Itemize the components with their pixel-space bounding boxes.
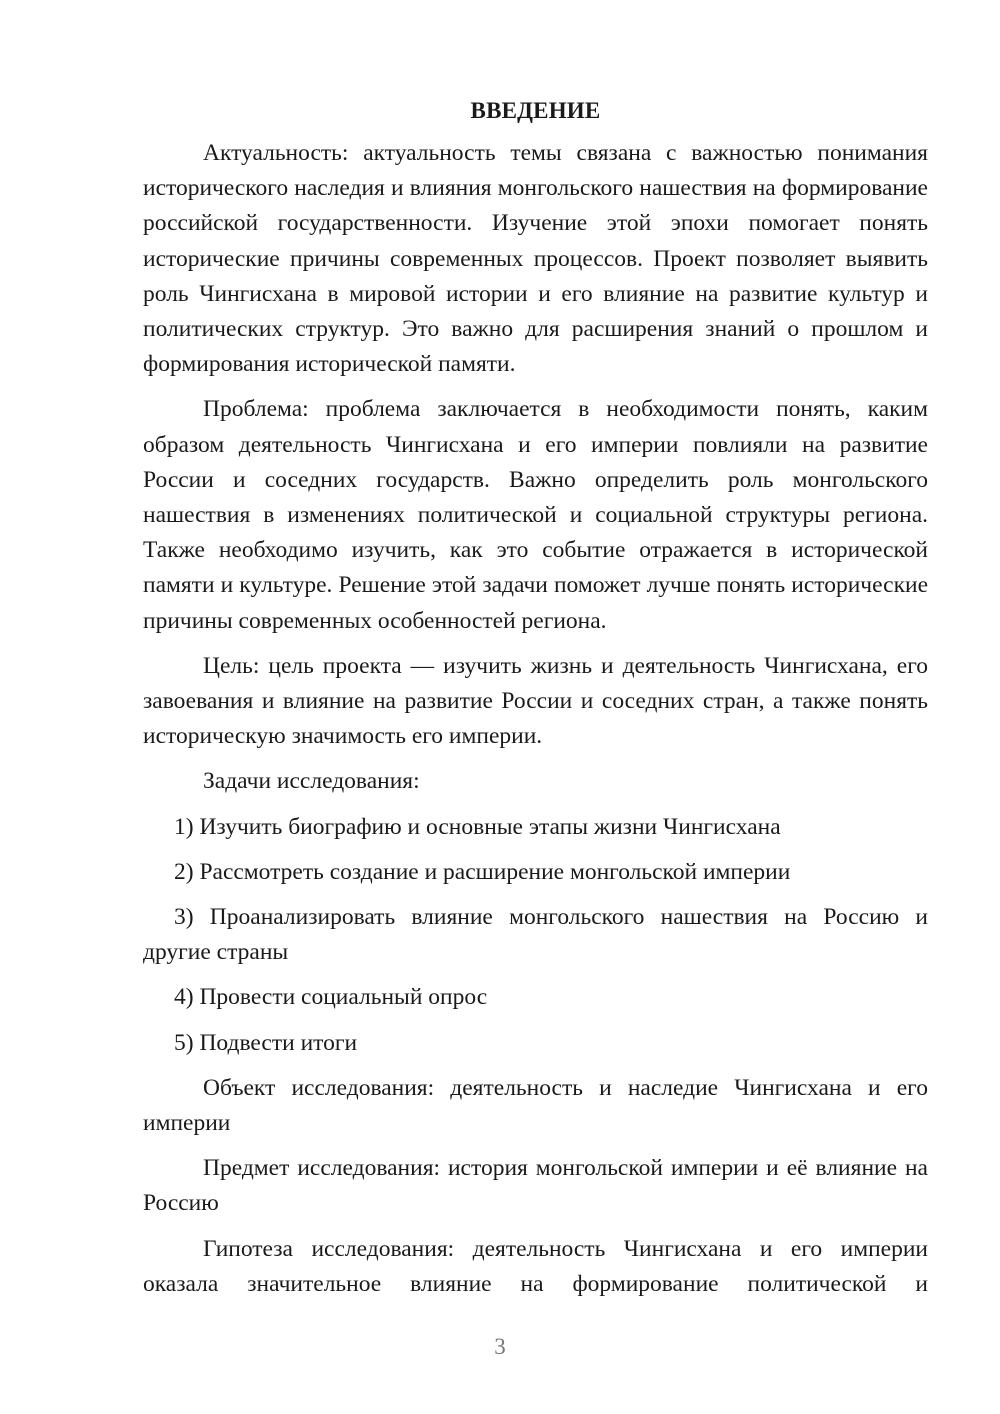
relevance-paragraph: Актуальность: актуальность темы связана с важностью понимания исторического наследия и влияния монгольского нашествия на формирование российской государственности. Изучение этой эпохи помогает понять исторические причины современных процессов. Проект позволяет выявить роль Чингисхана в мировой истории и его влияние на развитие культур и политических структур. Это важно для расширения знаний о прошлом и формирования исторической памяти. <box>143 140 928 378</box>
tasks-heading: Задачи исследования: <box>203 768 420 795</box>
object-paragraph: Объект исследования: деятельность и наследие Чингисхана и его империи <box>143 1074 928 1137</box>
list-item: 3) Проанализировать влияние монгольского нашествия на Россию и другие страны <box>143 904 928 966</box>
list-item: 4) Провести социальный опрос <box>174 984 488 1011</box>
subject-paragraph: Предмет исследования: история монгольской империи и её влияние на Россию <box>143 1155 928 1217</box>
list-item: 2) Рассмотреть создание и расширение монгольской империи <box>174 858 791 885</box>
page-title: ВВЕДЕНИЕ <box>470 98 601 123</box>
hypothesis-paragraph: Гипотеза исследования: деятельность Чингисхана и его империи оказала значительное влияние на формирование политической и <box>143 1235 928 1297</box>
goal-paragraph: Цель: цель проекта — изучить жизнь и деятельность Чингисхана, его завоевания и влияние на развитие России и соседних стран, а также понять историческую значимость его империи. <box>143 652 928 750</box>
problem-paragraph: Проблема: проблема заключается в необходимости понять, каким образом деятельность Чингисхана и его империи повлияли на развитие России и соседних государств. Важно определить роль монгольского нашествия в изменениях политической и социальной структуры региона. Также необходимо изучить, как это событие отражается в исторической памяти и культуре. Решение этой задачи поможет лучше понять исторические причины современных особенностей региона. <box>143 396 928 634</box>
tasks-list <box>143 810 928 1061</box>
document-page <box>143 93 928 1312</box>
list-item: 1) Изучить биографию и основные этапы жизни Чингисхана <box>174 813 781 840</box>
page-number: 3 <box>494 1334 506 1359</box>
list-item: 5) Подвести итоги <box>174 1029 358 1056</box>
